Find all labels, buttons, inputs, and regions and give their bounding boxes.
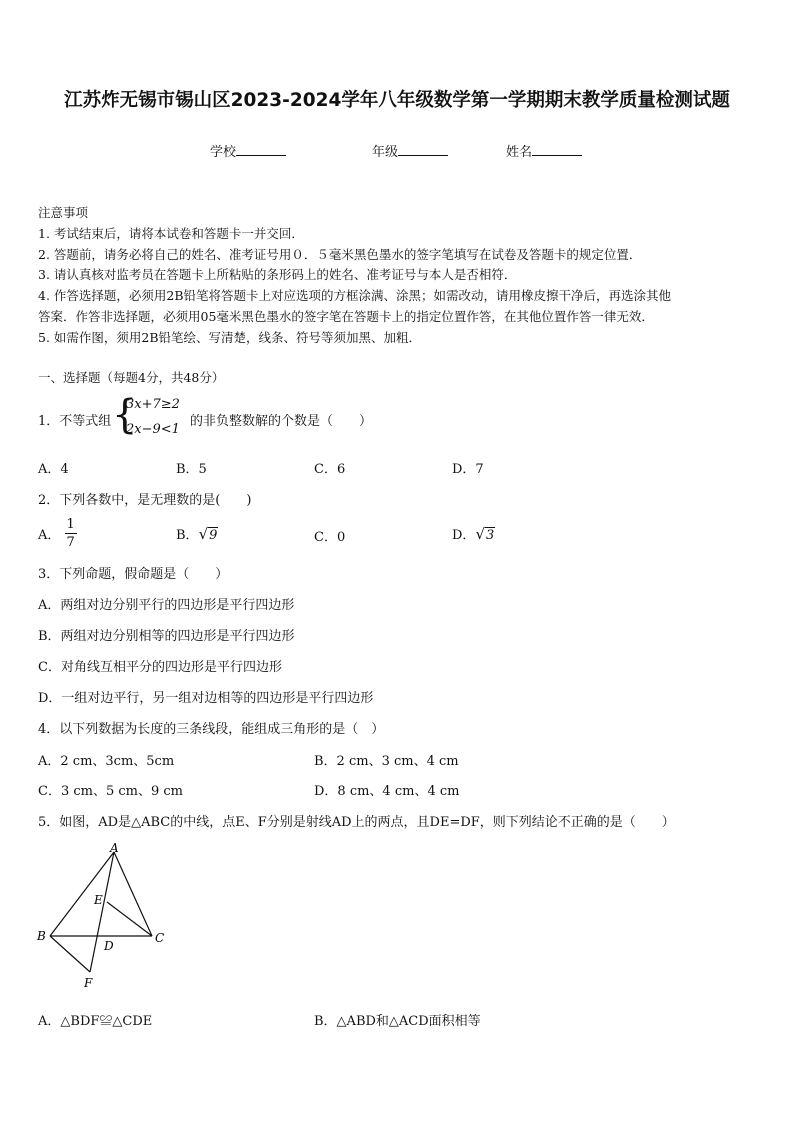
radicand: 9	[209, 528, 218, 543]
q2-text: 2．下列各数中，是无理数的是( )	[38, 493, 252, 508]
fraction-denominator: 7	[66, 535, 75, 550]
notes-heading: 注意事项	[38, 205, 89, 220]
label-f: F	[84, 976, 93, 990]
q1-inequality-2: 2x−9<1	[126, 422, 180, 437]
label-c: C	[155, 931, 165, 945]
q5-option-b[interactable]: B．△ABD和△ACD面积相等	[314, 1014, 481, 1029]
q3-option-b[interactable]: B．两组对边分别相等的四边形是平行四边形	[38, 629, 295, 644]
q5-text: 5．如图，AD是△ABC的中线，点E、F分别是射线AD上的两点，且DE=DF，则下列结论不正确的是（ ）	[38, 815, 675, 830]
segment-ec	[107, 902, 152, 936]
label-d: D	[104, 939, 114, 953]
q2-option-a-fraction	[65, 516, 77, 551]
radical-sign-icon: √	[475, 525, 485, 543]
segment-af	[90, 852, 114, 972]
section-heading: 一、选择题（每题4分，共48分）	[38, 370, 225, 385]
q3-option-a[interactable]: A．两组对边分别平行的四边形是平行四边形	[38, 598, 295, 613]
q5-figure	[34, 840, 170, 990]
q1-option-c[interactable]: C．6	[314, 462, 346, 477]
q2-option-d[interactable]	[452, 524, 495, 543]
label-a: A	[110, 841, 119, 855]
radicand: 3	[486, 528, 495, 543]
segment-ab	[50, 852, 114, 936]
segment-bf	[50, 936, 90, 972]
q4-option-a[interactable]: A．2 cm、3cm、5cm	[38, 754, 175, 769]
segment-ac	[114, 852, 152, 936]
q4-option-c[interactable]: C．3 cm、5 cm、9 cm	[38, 784, 183, 799]
q2-option-a-label: A．	[38, 528, 61, 543]
q3-option-d[interactable]: D．一组对边平行，另一组对边相等的四边形是平行四边形	[38, 691, 374, 706]
q1-suffix: 的非负整数解的个数是（ ）	[190, 414, 373, 429]
q2-option-b-label: B．	[176, 528, 199, 543]
note-item: 4. 作答选择题，必须用2B铅笔将答题卡上对应选项的方框涂满、涂黑；如需改动，请用橡皮擦干净后，再选涂其他	[38, 288, 672, 303]
school-field[interactable]	[210, 141, 286, 160]
page-title: 江苏炸无锡市锡山区2023-2024学年八年级数学第一学期期末教学质量检测试题	[64, 90, 730, 111]
q3-option-c[interactable]: C．对角线互相平分的四边形是平行四边形	[38, 660, 282, 675]
note-item: 答案．作答非选择题，必须用05毫米黑色墨水的签字笔在答题卡上的指定位置作答，在其他位置作答一律无效．	[38, 309, 654, 324]
sqrt-expression	[475, 525, 495, 543]
grade-label: 年级	[372, 145, 399, 160]
q4-option-d[interactable]: D．8 cm、4 cm、4 cm	[314, 784, 460, 799]
label-b: B	[37, 929, 46, 943]
q1-prefix: 1．不等式组	[38, 414, 112, 429]
name-label: 姓名	[506, 145, 533, 160]
note-item: 2. 答题前，请务必将自己的姓名、准考证号用０．５毫米黑色墨水的签字笔填写在试卷及答题卡的规定位置．	[38, 247, 642, 262]
sqrt-expression	[199, 525, 219, 543]
q2-option-a[interactable]	[38, 516, 77, 551]
label-e: E	[94, 893, 103, 907]
q3-text: 3．下列命题，假命题是（ ）	[38, 567, 229, 582]
q2-option-c[interactable]: C．0	[314, 530, 346, 545]
name-blank[interactable]	[532, 143, 582, 156]
fraction-numerator: 1	[66, 517, 75, 532]
q4-text: 4．以下列数据为长度的三条线段，能组成三角形的是（ ）	[38, 722, 385, 737]
grade-field[interactable]	[372, 141, 448, 160]
q2-option-b[interactable]	[176, 524, 218, 543]
school-blank[interactable]	[236, 143, 286, 156]
radical-sign-icon: √	[198, 525, 209, 543]
q1-inequality-1: 3x+7≥2	[126, 397, 180, 412]
note-item: 1. 考试结束后，请将本试卷和答题卡一并交回．	[38, 226, 304, 241]
school-label: 学校	[210, 145, 237, 160]
q5-option-a[interactable]: A．△BDF≌△CDE	[38, 1014, 153, 1029]
note-item: 3. 请认真核对监考员在答题卡上所粘贴的条形码上的姓名、准考证号与本人是否相符．	[38, 267, 517, 282]
q1-option-b[interactable]: B．5	[176, 462, 207, 477]
q1-brace: {	[112, 392, 138, 438]
q1-option-a[interactable]: A．4	[38, 462, 69, 477]
grade-blank[interactable]	[398, 143, 448, 156]
q4-option-b[interactable]: B．2 cm、3 cm、4 cm	[314, 754, 459, 769]
name-field[interactable]	[506, 141, 582, 160]
note-item: 5. 如需作图，须用2B铅笔绘、写清楚，线条、符号等须加黑、加粗．	[38, 330, 422, 345]
q1-option-d[interactable]: D．7	[452, 462, 484, 477]
q2-option-d-label: D．	[452, 528, 476, 543]
